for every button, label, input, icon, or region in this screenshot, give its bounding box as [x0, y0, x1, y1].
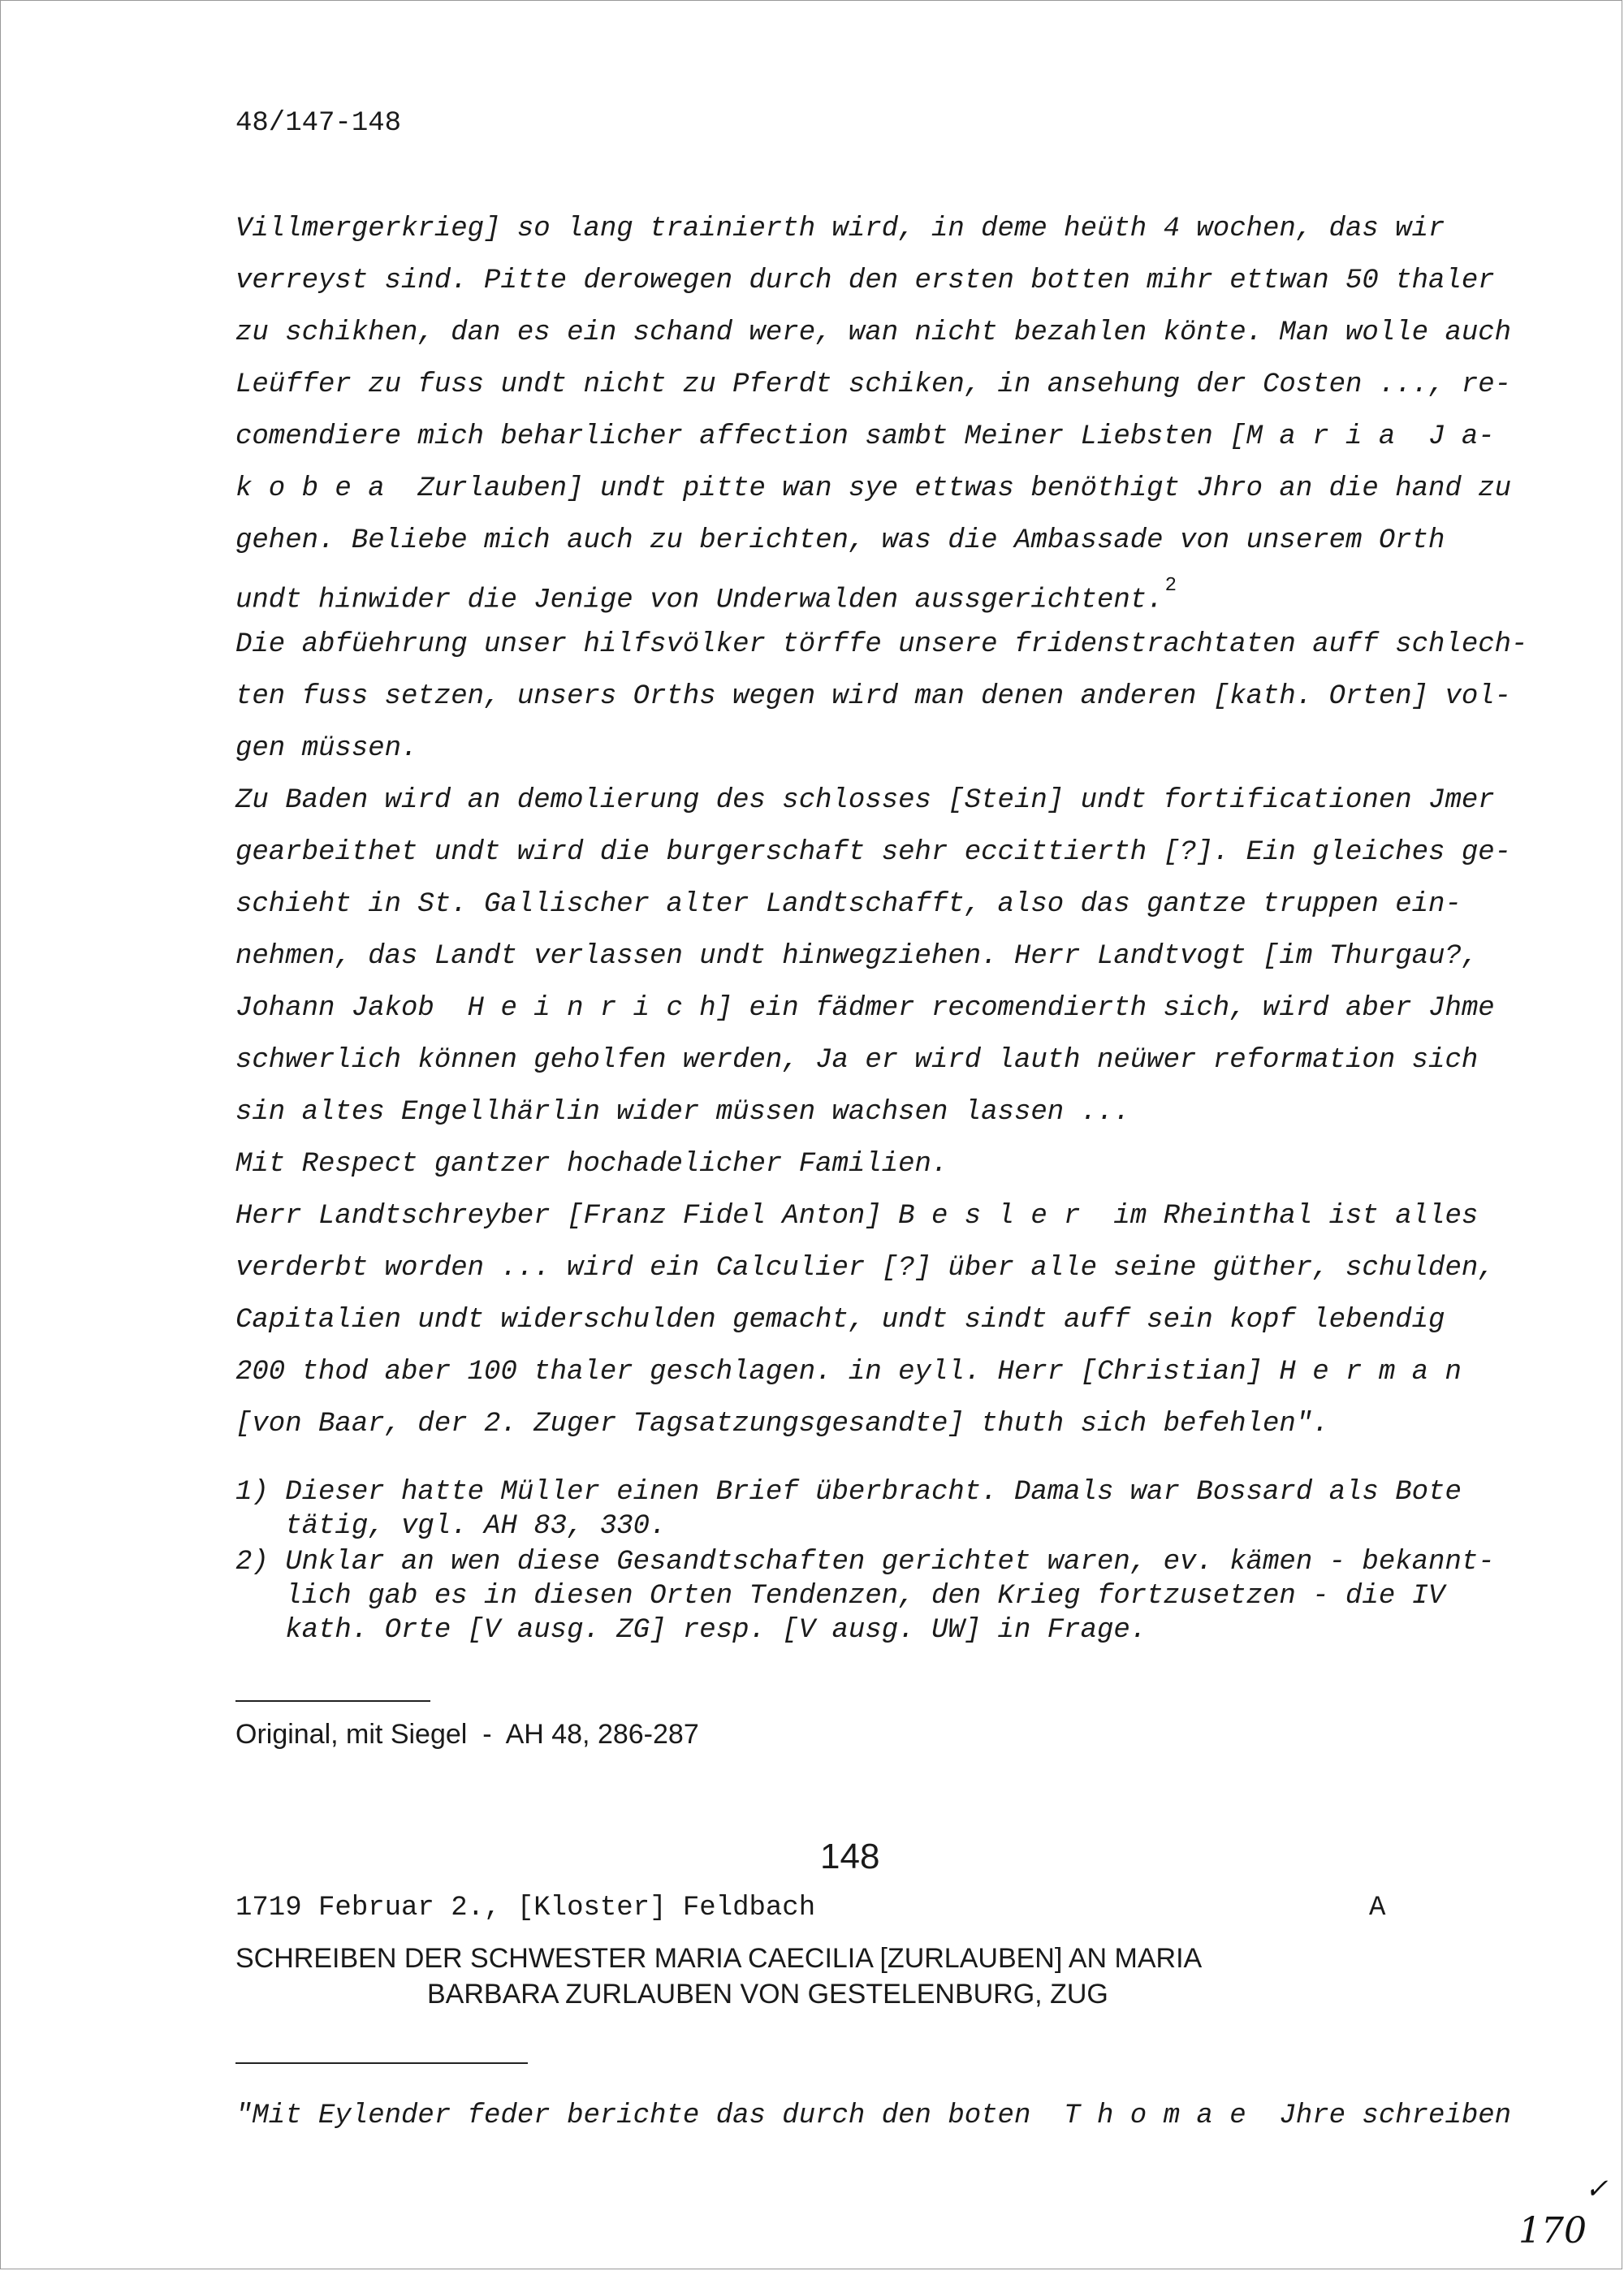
document-number: 148: [820, 1837, 880, 1876]
body-line-2: verreyst sind. Pitte derowegen durch den ersten botten mihr ettwan 50 thaler: [235, 266, 1495, 296]
body-line-8-text: undt hinwider die Jenige von Underwalden aussgerichtent.: [235, 585, 1164, 616]
footnote-1-line-2: tätig, vgl. AH 83, 330.: [235, 1511, 667, 1542]
body-line-15: nehmen, das Landt verlassen undt hinwegziehen. Herr Landtvogt [im Thurgau?,: [235, 941, 1479, 972]
footnote-divider: [235, 1700, 430, 1702]
body-line-13: gearbeithet undt wird die burgerschaft sehr eccittierth [?]. Ein gleiches ge-: [235, 837, 1512, 868]
body-line-5: comendiere mich beharlicher affection sambt Meiner Liebsten [M a r i a J a-: [235, 421, 1495, 452]
body-line-19: Mit Respect gantzer hochadelicher Familien.: [235, 1149, 948, 1180]
body-line-12: Zu Baden wird an demolierung des schlosses [Stein] undt fortificationen Jmer: [235, 785, 1495, 816]
footnote-1-line-1: 1) Dieser hatte Müller einen Brief überbracht. Damals war Bossard als Bote: [235, 1477, 1462, 1508]
body-line-18: sin altes Engellhärlin wider müssen wachsen lassen ...: [235, 1097, 1130, 1128]
checkmark-annotation: ✓: [1585, 2173, 1609, 2205]
body-line-3: zu schikhen, dan es ein schand were, wan nicht bezahlen könte. Man wolle auch: [235, 317, 1512, 348]
body-line-23: 200 thod aber 100 thaler geschlagen. in eyll. Herr [Christian] H e r m a n: [235, 1357, 1462, 1388]
heading-divider: [235, 2062, 528, 2064]
body-line-14: schieht in St. Gallischer alter Landtschafft, also das gantze truppen ein-: [235, 889, 1462, 920]
footnote-2-line-1: 2) Unklar an wen diese Gesandtschaften gerichtet waren, ev. kämen - bekannt-: [235, 1547, 1495, 1578]
body-line-9: Die abfüehrung unser hilfsvölker törffe unsere fridenstrachtaten auff schlech-: [235, 629, 1528, 660]
body-line-8: [235, 576, 1177, 616]
body-line-7: gehen. Beliebe mich auch zu berichten, was die Ambassade von unserem Orth: [235, 525, 1445, 556]
footnote-2-line-3: kath. Orte [V ausg. ZG] resp. [V ausg. UW] in Frage.: [235, 1615, 1147, 1646]
body-line-4: Leüffer zu fuss undt nicht zu Pferdt schiken, in ansehung der Costen ..., re-: [235, 369, 1512, 400]
body-line-22: Capitalien undt widerschulden gemacht, undt sindt auff sein kopf lebendig: [235, 1305, 1445, 1336]
opening-line: "Mit Eylender feder berichte das durch den boten T h o m a e Jhre schreiben: [235, 2100, 1512, 2131]
body-line-11: gen müssen.: [235, 733, 418, 764]
body-line-10: ten fuss setzen, unsers Orths wegen wird man denen anderen [kath. Orten] vol-: [235, 681, 1512, 712]
source-line: Original, mit Siegel - AH 48, 286-287: [235, 1719, 699, 1750]
heading-letter: A: [1369, 1893, 1386, 1923]
body-line-17: schwerlich können geholfen werden, Ja er wird lauth neüwer reformation sich: [235, 1045, 1479, 1076]
title-line-2: BARBARA ZURLAUBEN VON GESTELENBURG, ZUG: [427, 1979, 1108, 2010]
page-stamp-number: 170: [1518, 2210, 1587, 2252]
page-reference: 48/147-148: [235, 108, 402, 139]
title-line-1: SCHREIBEN DER SCHWESTER MARIA CAECILIA [ZURLAUBEN] AN MARIA: [235, 1943, 1203, 1974]
body-line-21: verderbt worden ... wird ein Calculier [?] über alle seine güther, schulden,: [235, 1253, 1495, 1284]
footnote-2-line-2: lich gab es in diesen Orten Tendenzen, den Krieg fortzusetzen - die IV: [235, 1581, 1445, 1612]
heading-date-place: 1719 Februar 2., [Kloster] Feldbach: [235, 1893, 816, 1923]
body-line-16: Johann Jakob H e i n r i c h] ein fädmer recomendierth sich, wird aber Jhme: [235, 993, 1495, 1024]
footnote-marker-2: 2: [1164, 575, 1177, 597]
body-line-20: Herr Landtschreyber [Franz Fidel Anton] B e s l e r im Rheinthal ist alles: [235, 1201, 1479, 1232]
body-line-1: Villmergerkrieg] so lang trainierth wird, in deme heüth 4 wochen, das wir: [235, 214, 1445, 244]
body-line-6: k o b e a Zurlauben] undt pitte wan sye ettwas benöthigt Jhro an die hand zu: [235, 473, 1512, 504]
body-line-24: [von Baar, der 2. Zuger Tagsatzungsgesandte] thuth sich befehlen".: [235, 1409, 1329, 1440]
